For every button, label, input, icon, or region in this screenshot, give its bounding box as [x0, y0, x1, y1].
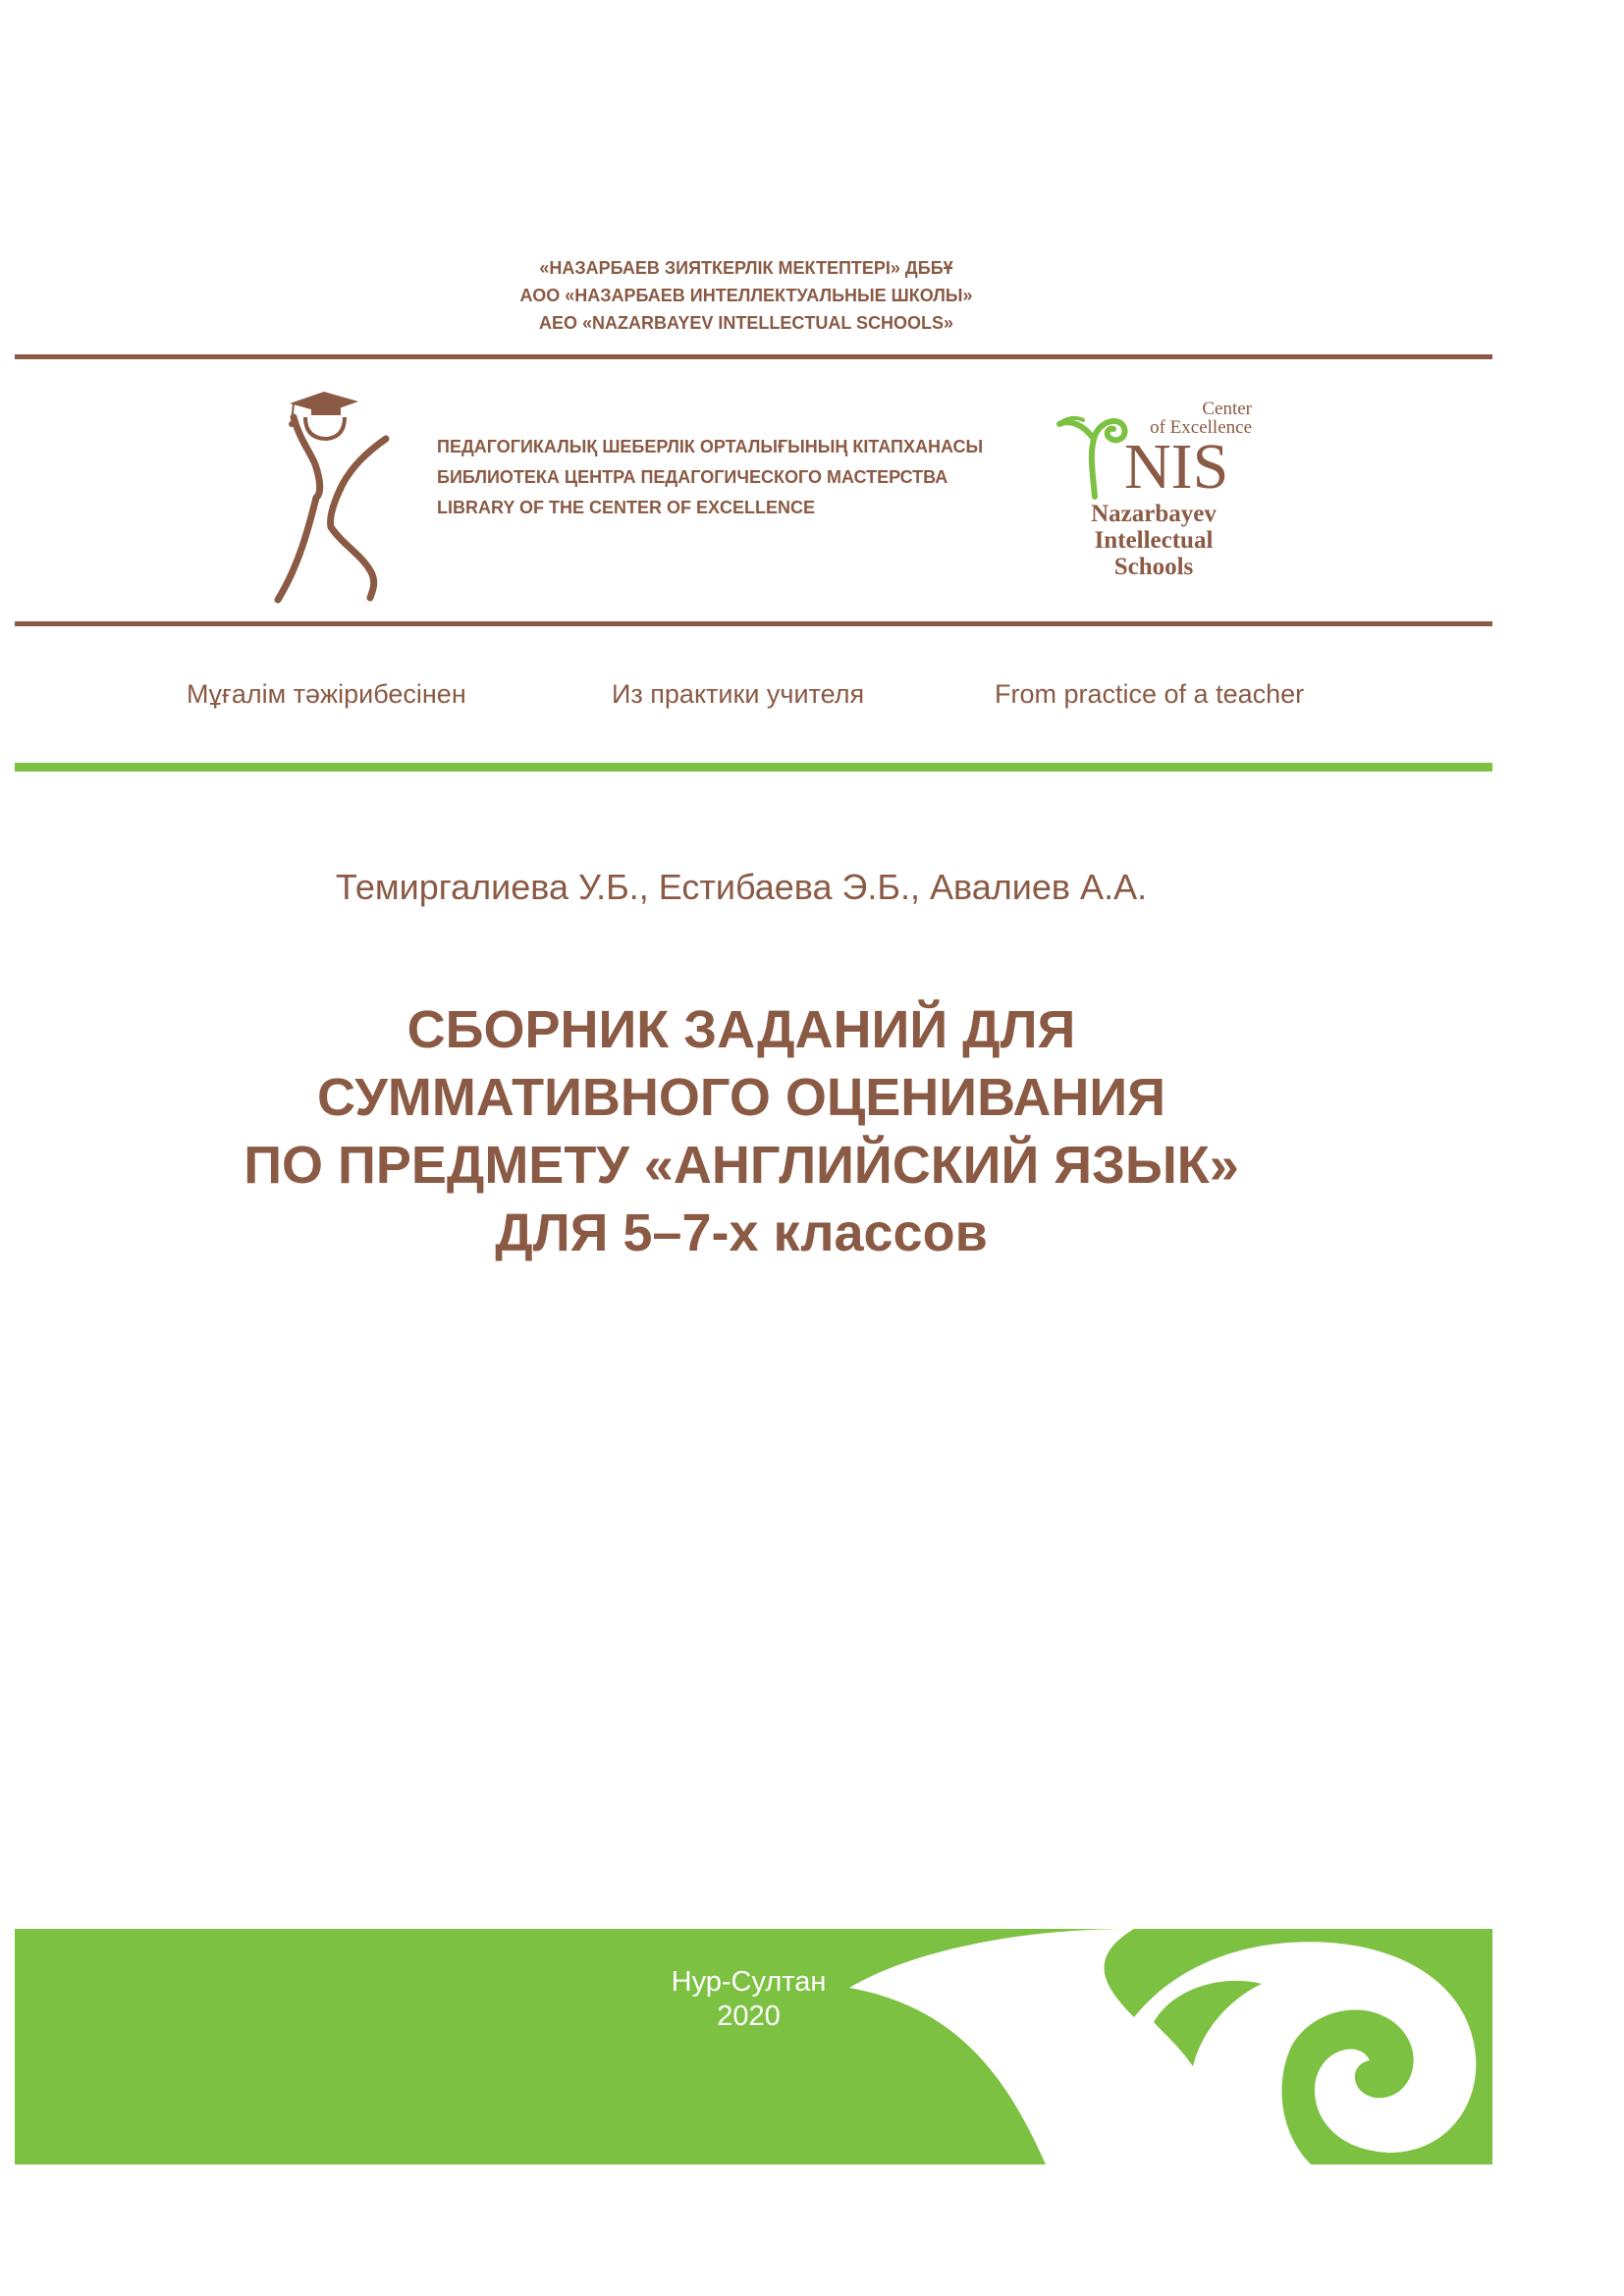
series-label-english: From practice of a teacher: [995, 679, 1305, 709]
authors: Темиргалиева У.Б., Естибаева Э.Б., Авалиев А.А.: [335, 867, 1148, 907]
title-line-4: ДЛЯ 5–7-х классов: [495, 1203, 988, 1262]
nis-name-line3: Schools: [1113, 554, 1194, 580]
library-name-english: LIBRARY OF THE CENTER OF EXCELLENCE: [437, 498, 816, 517]
publication-city: Нур-Султан: [671, 1966, 827, 1998]
org-name-russian: АОО «НАЗАРБАЕВ ИНТЕЛЛЕКТУАЛЬНЫЕ ШКОЛЫ»: [519, 286, 973, 305]
title-line-3: ПО ПРЕДМЕТУ «АНГЛИЙСКИЙ ЯЗЫК»: [244, 1136, 1239, 1195]
nis-logo: [1056, 393, 1252, 589]
title-line-1: СБОРНИК ЗАДАНИЙ ДЛЯ: [406, 1000, 1076, 1059]
middle-divider: [15, 621, 1492, 626]
nis-excellence-label: of Excellence: [1150, 417, 1252, 438]
org-name-kazakh: «НАЗАРБАЕВ ЗИЯТКЕРЛІК МЕКТЕПТЕРІ» ДББҰ: [539, 258, 953, 278]
library-name-kazakh: ПЕДАГОГИКАЛЫҚ ШЕБЕРЛІК ОРТАЛЫҒЫНЫҢ КІТАПХАНАСЫ: [437, 437, 984, 456]
nis-name-line2: Intellectual: [1094, 527, 1214, 554]
swirl-ornament-icon: [15, 1929, 1492, 2164]
green-divider: [15, 763, 1492, 772]
nis-acronym: NIS: [1124, 431, 1229, 503]
library-name-russian: БИБЛИОТЕКА ЦЕНТРА ПЕДАГОГИЧЕСКОГО МАСТЕРСТВА: [437, 467, 948, 487]
publication-year: 2020: [717, 2001, 781, 2032]
footer-band: [15, 1929, 1492, 2164]
org-name-english: АЕО «NAZARBAYEV INTELLECTUAL SCHOOLS»: [538, 313, 954, 333]
title-line-2: СУММАТИВНОГО ОЦЕНИВАНИЯ: [316, 1068, 1166, 1127]
nis-center-label: Center: [1202, 399, 1252, 419]
series-label-kazakh: Мұғалім тәжірибесінен: [187, 679, 466, 709]
series-label-russian: Из практики учителя: [612, 679, 865, 709]
top-divider: [15, 354, 1492, 359]
book-title: [0, 996, 1483, 1267]
nis-name-line1: Nazarbayev: [1091, 501, 1217, 527]
graduate-figure-icon: [270, 388, 398, 609]
